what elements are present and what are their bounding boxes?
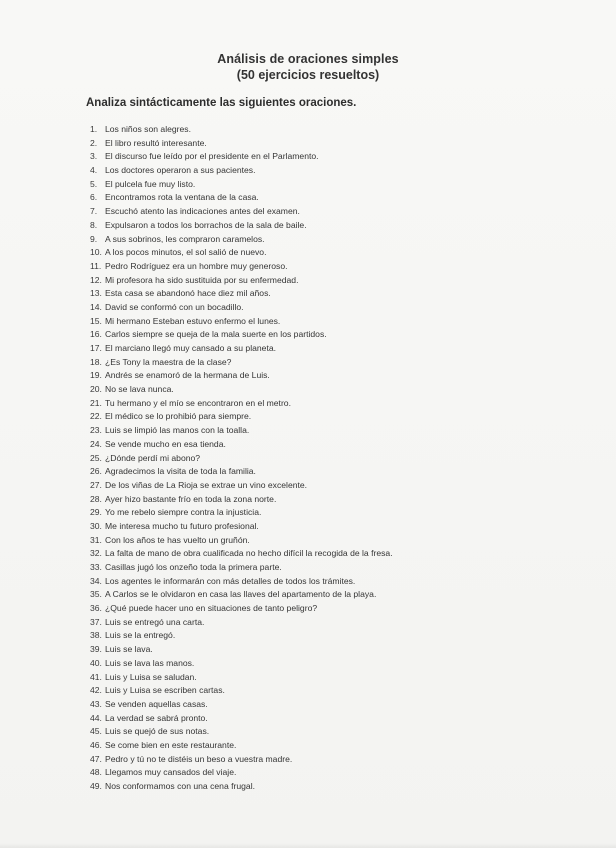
sentence-item: [90, 493, 560, 507]
sentence-item: [90, 383, 560, 397]
sentence-text: Escuchó atento las indicaciones antes del examen.: [105, 206, 300, 217]
sentence-number: 27.: [90, 479, 102, 490]
sentence-item: [90, 123, 560, 137]
sentence-item: [90, 287, 560, 301]
sentence-item: [90, 520, 560, 534]
sentence-item: [90, 684, 560, 698]
sentence-number: 4.: [90, 165, 98, 176]
sentence-item: [90, 178, 560, 192]
page-title: Análisis de oraciones simples: [217, 52, 399, 66]
sentence-item: [90, 479, 560, 493]
sentence-text: David se conformó con un bocadillo.: [105, 301, 244, 312]
page-subtitle: (50 ejercicios resueltos): [236, 68, 380, 82]
sentence-item: [90, 575, 560, 589]
sentence-text: No se lava nunca.: [105, 384, 174, 395]
sentence-number: 32.: [90, 548, 102, 559]
sentence-number: 41.: [90, 671, 102, 682]
sentence-text: Nos conformamos con una cena frugal.: [105, 781, 255, 791]
sentence-number: 34.: [90, 575, 102, 586]
sentence-item: [90, 616, 560, 630]
sentence-item: [90, 671, 560, 685]
sentence-item: [90, 547, 560, 561]
sentence-number: 31.: [90, 534, 102, 545]
sentence-item: [90, 657, 560, 671]
sentence-text: A los pocos minutos, el sol salió de nuevo.: [105, 247, 267, 258]
sentence-text: Se vende mucho en esa tienda.: [105, 438, 226, 449]
sentence-text: Luis se lava.: [105, 644, 153, 655]
sentence-number: 36.: [90, 603, 102, 614]
sentence-item: [90, 725, 560, 739]
sentence-text: Me interesa mucho tu futuro profesional.: [105, 520, 259, 531]
sentence-number: 28.: [90, 493, 102, 504]
sentence-text: A Carlos se le olvidaron en casa las llaves del apartamento de la playa.: [105, 589, 377, 600]
sentence-text: Luis se quejó de sus notas.: [105, 726, 210, 737]
sentence-text: Agradecimos la visita de toda la familia.: [105, 466, 256, 477]
sentence-text: Andrés se enamoró de la hermana de Luis.: [105, 370, 270, 381]
sentence-number: 1.: [90, 124, 98, 134]
sentence-number: 18.: [90, 356, 102, 367]
sentence-item: [90, 191, 560, 205]
sentence-number: 19.: [90, 370, 102, 381]
sentence-text: Luis se lava las manos.: [105, 657, 195, 668]
sentence-text: El marciano llegó muy cansado a su planeta.: [105, 343, 277, 353]
sentence-text: Ayer hizo bastante frío en toda la zona norte.: [105, 493, 277, 504]
sentence-item: [90, 328, 560, 342]
sentence-text: Luis y Luisa se saludan.: [105, 671, 197, 682]
sentence-item: [90, 424, 560, 438]
sentence-text: Luis y Luisa se escriben cartas.: [105, 685, 225, 696]
sentence-text: Yo me rebelo siempre contra la injusticia.: [105, 507, 262, 518]
sentence-text: El pulcela fue muy listo.: [105, 178, 196, 189]
sentence-item: [90, 780, 560, 794]
sentence-text: Expulsaron a todos los borrachos de la sala de baile.: [105, 219, 307, 230]
sentence-item: [90, 643, 560, 657]
sentence-text: Mi profesora ha sido sustituida por su enfermedad.: [105, 274, 299, 285]
instructions-heading: Analiza sintácticamente las siguientes oraciones.: [86, 97, 357, 109]
sentence-text: El discurso fue leído por el presidente en el Parlamento.: [105, 151, 319, 162]
sentence-number: 25.: [90, 452, 102, 463]
sentence-item: [90, 164, 560, 178]
sentence-text: Encontramos rota la ventana de la casa.: [105, 192, 259, 203]
sentence-number: 33.: [90, 562, 102, 572]
scan-edge-shadow: [0, 843, 616, 848]
sentence-number: 2.: [90, 137, 98, 148]
sentence-number: 37.: [90, 616, 102, 627]
sentence-text: A sus sobrinos, les compraron caramelos.: [105, 233, 265, 244]
sentence-number: 35.: [90, 589, 102, 600]
sentence-item: [90, 219, 560, 233]
sentence-item: [90, 260, 560, 274]
sentence-text: El médico se lo prohibió para siempre.: [105, 411, 252, 422]
sentence-text: Pedro Rodríguez era un hombre muy generoso.: [105, 260, 288, 271]
sentence-number: 38.: [90, 630, 102, 641]
sentence-number: 17.: [90, 343, 102, 353]
sentence-number: 29.: [90, 507, 102, 518]
sentence-text: Luis se entregó una carta.: [105, 616, 205, 627]
sentence-text: Tu hermano y el mío se encontraron en el metro.: [105, 397, 291, 408]
sentence-item: [90, 506, 560, 520]
sentence-text: Se come bien en este restaurante.: [105, 739, 237, 750]
sentence-item: [90, 315, 560, 329]
sentence-item: [90, 397, 560, 411]
sentence-item: [90, 150, 560, 164]
sentence-item: [90, 438, 560, 452]
sentence-text: Esta casa se abandonó hace diez mil años.: [105, 288, 271, 299]
sentence-item: [90, 561, 560, 575]
sentence-item: [90, 588, 560, 602]
sentence-number: 47.: [90, 753, 102, 764]
sentence-text: Pedro y tú no te distéis un beso a vuestra madre.: [105, 753, 293, 764]
sentence-list: [90, 123, 560, 794]
sentence-item: [90, 452, 560, 466]
sentence-item: [90, 342, 560, 356]
sentence-item: [90, 137, 560, 151]
sentence-item: [90, 753, 560, 767]
sentence-item: [90, 465, 560, 479]
sentence-number: 45.: [90, 726, 102, 737]
sentence-number: 30.: [90, 520, 102, 531]
sentence-item: [90, 274, 560, 288]
sentence-text: Luis se limpió las manos con la toalla.: [105, 425, 250, 436]
sentence-text: Carlos siempre se queja de la mala suerte en los partidos.: [105, 329, 327, 340]
sentence-item: [90, 356, 560, 370]
sentence-item: [90, 602, 560, 616]
sentence-item: [90, 629, 560, 643]
sentence-number: 48.: [90, 767, 102, 778]
sentence-number: 44.: [90, 712, 102, 723]
sentence-number: 24.: [90, 438, 102, 449]
sentence-text: ¿Qué puede hacer uno en situaciones de tanto peligro?: [105, 603, 318, 614]
sentence-number: 16.: [90, 329, 102, 340]
sentence-number: 40.: [90, 657, 102, 668]
sentence-text: El libro resultó interesante.: [105, 137, 207, 148]
sentence-text: Con los años te has vuelto un gruñón.: [105, 534, 250, 545]
sentence-text: De los viñas de La Rioja se extrae un vino excelente.: [105, 479, 308, 490]
sentence-text: Llegamos muy cansados del viaje.: [105, 767, 237, 778]
sentence-number: 43.: [90, 698, 102, 709]
sentence-number: 46.: [90, 739, 102, 750]
sentence-item: [90, 301, 560, 315]
sentence-item: [90, 712, 560, 726]
sentence-number: 49.: [90, 781, 102, 791]
sentence-number: 39.: [90, 644, 102, 655]
sentence-text: ¿Es Tony la maestra de la clase?: [105, 356, 232, 367]
sentence-number: 26.: [90, 466, 102, 477]
sentence-text: Casillas jugó los onzeño toda la primera parte.: [105, 562, 282, 572]
sentence-item: [90, 233, 560, 247]
sentence-text: Mi hermano Esteban estuvo enfermo el lunes.: [105, 315, 281, 326]
sentence-number: 13.: [90, 288, 102, 299]
sentence-number: 7.: [90, 206, 98, 217]
sentence-text: Se venden aquellas casas.: [105, 698, 208, 709]
sentence-text: La falta de mano de obra cualificada no hecho difícil la recogida de la fresa.: [105, 548, 393, 559]
sentence-item: [90, 534, 560, 548]
sentence-number: 9.: [90, 233, 98, 244]
sentence-text: ¿Dónde perdí mi abono?: [105, 452, 201, 463]
sentence-number: 12.: [90, 274, 102, 285]
sentence-item: [90, 766, 560, 780]
sentence-number: 23.: [90, 425, 102, 436]
sentence-item: [90, 739, 560, 753]
sentence-text: Los doctores operaron a sus pacientes.: [105, 165, 256, 176]
sentence-number: 5.: [90, 178, 98, 189]
sentence-item: [90, 205, 560, 219]
sentence-number: 3.: [90, 151, 98, 162]
sentence-number: 15.: [90, 315, 102, 326]
sentence-item: [90, 246, 560, 260]
sentence-number: 11.: [90, 260, 102, 271]
sentence-item: [90, 410, 560, 424]
sentence-text: Los agentes le informarán con más detalles de todos los trámites.: [105, 575, 356, 586]
sentence-item: [90, 369, 560, 383]
sentence-text: Luis se la entregó.: [105, 630, 176, 641]
sentence-number: 8.: [90, 219, 98, 230]
sentence-number: 6.: [90, 192, 98, 203]
sentence-text: Los niños son alegres.: [105, 124, 191, 134]
sentence-item: [90, 698, 560, 712]
sentence-number: 21.: [90, 397, 102, 408]
sentence-number: 42.: [90, 685, 102, 696]
sentence-number: 20.: [90, 384, 102, 395]
sentence-text: La verdad se sabrá pronto.: [105, 712, 208, 723]
sentence-number: 14.: [90, 301, 102, 312]
sentence-number: 10.: [90, 247, 102, 258]
sentence-number: 22.: [90, 411, 102, 422]
